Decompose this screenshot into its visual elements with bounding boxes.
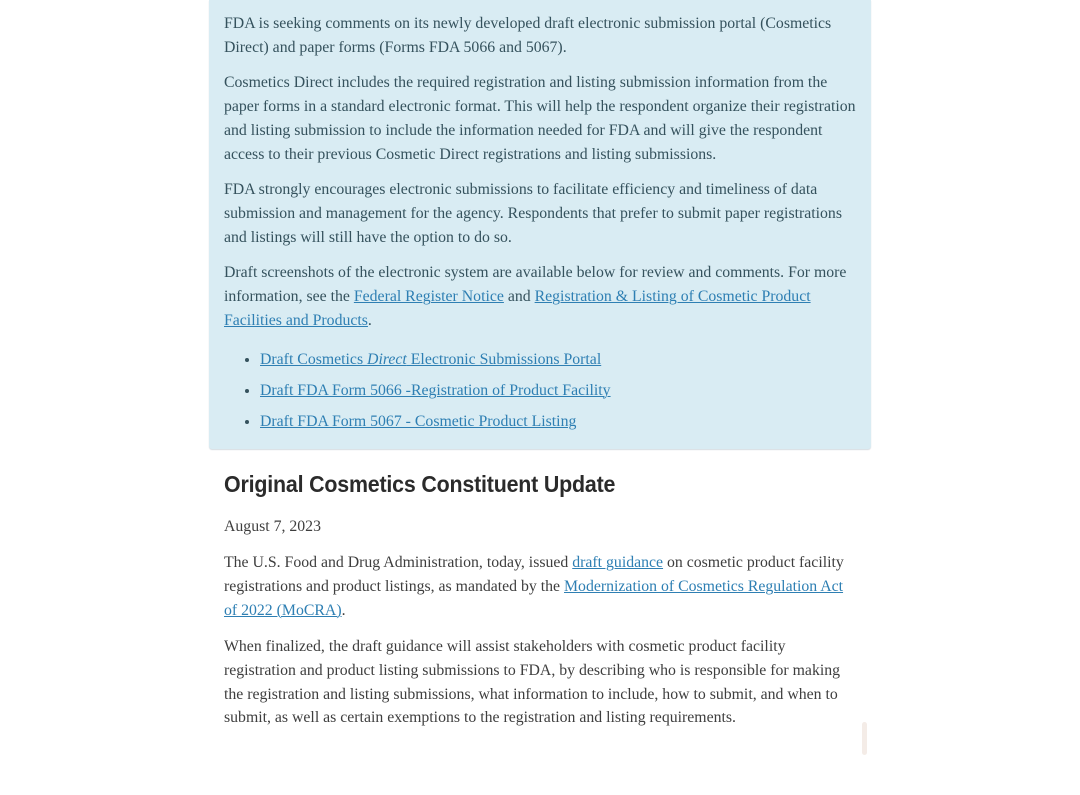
link-text-italic: Direct (367, 351, 407, 369)
callout-paragraph-3: FDA strongly encourages electronic submissions to facilitate efficiency and timeliness of data submission and management for the agency. Respondents that prefer to submit paper registrations and listings will still have the option to do so. (224, 181, 842, 246)
paragraph-text: Draft screenshots of the electronic system are available below for review and comments. For more information, see the (224, 264, 847, 306)
content-column (224, 0, 856, 730)
callout-paragraph-1: FDA is seeking comments on its newly developed draft electronic submission portal (Cosmetics Direct) and paper forms (Forms FDA 5066 and 5067). (224, 15, 832, 56)
link-text: Draft Cosmetics (260, 351, 368, 369)
body-paragraph-2: When finalized, the draft guidance will assist stakeholders with cosmetic product facility registration and product listing submissions to FDA, by describing who is responsible for making the registration and listing submissions, what information to include, how to submit, and when to submit, as well as certain exemptions to the registration and listing requirements. (224, 638, 841, 727)
list-item (260, 410, 856, 434)
mocra-link[interactable]: Modernization of Cosmetics Regulation Act of 2022 (MoCRA) (224, 577, 844, 619)
fda-form-5067-link[interactable]: Draft FDA Form 5067 - Cosmetic Product Listing (260, 412, 577, 430)
federal-register-notice-link[interactable]: Federal Register Notice (353, 288, 504, 306)
paragraph-text: on cosmetic product facility registrations and product listings, as mandated by the (224, 554, 844, 595)
callout-paragraph-2: Cosmetics Direct includes the required registration and listing submission information from the paper forms in a standard electronic format. This will help the respondent organize their registration and listing submission to include the information needed for FDA and will give the respondent access to their previous Cosmetic Direct registrations and listing submissions. (224, 74, 856, 163)
callout-box (209, 0, 871, 449)
paragraph-text: . (341, 601, 346, 619)
callout-link-list (224, 348, 856, 433)
section-heading: Original Cosmetics Constituent Update (224, 470, 616, 497)
paragraph-text: The U.S. Food and Drug Administration, today, issued (224, 554, 573, 572)
cosmetics-direct-portal-link[interactable] (260, 351, 601, 368)
body-paragraph-1 (224, 551, 856, 622)
registration-listing-link[interactable]: Registration & Listing of Cosmetic Product Facilities and Products (224, 288, 811, 329)
callout-paragraph-4 (224, 261, 856, 332)
list-item (260, 348, 856, 372)
screenshot-artifact (862, 722, 867, 755)
link-text: Electronic Submissions Portal (406, 351, 602, 369)
paragraph-text: . (367, 311, 372, 329)
fda-form-5066-link[interactable]: Draft FDA Form 5066 -Registration of Product Facility (260, 382, 611, 400)
draft-guidance-link[interactable]: draft guidance (572, 554, 664, 572)
publication-date: August 7, 2023 (224, 517, 321, 535)
list-item (260, 379, 856, 403)
paragraph-text: and (503, 288, 535, 306)
